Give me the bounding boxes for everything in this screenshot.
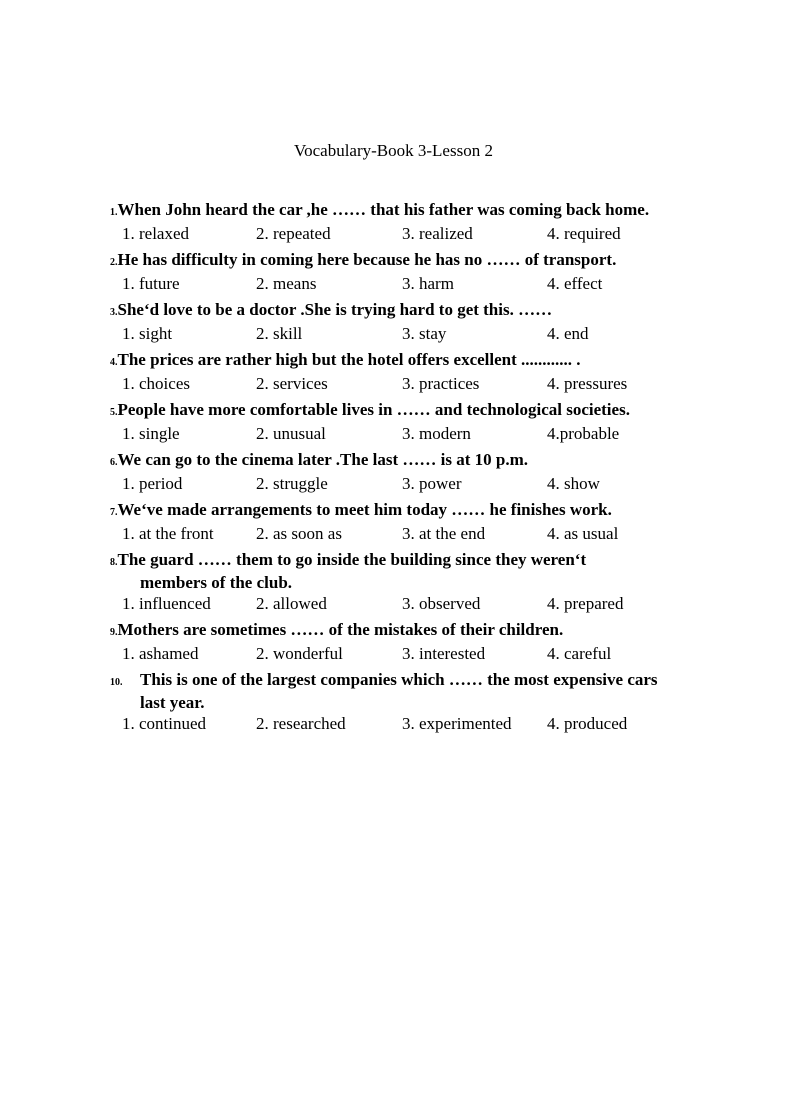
question-text: This is one of the largest companies which …… the most expensive cars <box>140 670 658 689</box>
option-3: 3. realized <box>402 224 473 243</box>
option-3: 3. at the end <box>402 524 486 543</box>
question-6 <box>110 450 730 494</box>
question-text: We‘ve made arrangements to meet him today …… he finishes work. <box>117 500 612 519</box>
option-4: 4. careful <box>547 644 612 663</box>
option-3: 3. power <box>402 474 462 493</box>
option-1: 1. influenced <box>122 594 211 613</box>
question-number: 2. <box>110 257 118 268</box>
question-number: 10. <box>110 677 123 688</box>
option-3: 3. experimented <box>402 714 512 733</box>
question-text: The guard …… them to go inside the building since they weren‘t <box>117 550 587 569</box>
answer-options <box>110 223 730 244</box>
answer-options <box>110 423 730 444</box>
question-text: People have more comfortable lives in …… and technological societies. <box>117 400 630 419</box>
answer-options <box>110 473 730 494</box>
answer-options <box>110 523 730 544</box>
option-1: 1. future <box>122 274 180 293</box>
question-text: Mothers are sometimes …… of the mistakes of their children. <box>117 620 564 639</box>
option-1: 1. at the front <box>122 524 214 543</box>
option-2: 2. as soon as <box>256 524 342 543</box>
answer-options <box>110 323 730 344</box>
option-4: 4. pressures <box>547 374 628 393</box>
question-number: 6. <box>110 457 118 468</box>
question-stem <box>110 620 730 643</box>
answer-options <box>110 373 730 394</box>
question-10 <box>110 670 730 734</box>
option-3: 3. interested <box>402 644 486 663</box>
option-2: 2. struggle <box>256 474 328 493</box>
answer-options <box>110 273 730 294</box>
question-text: The prices are rather high but the hotel offers excellent ............ . <box>117 350 581 369</box>
option-1: 1. period <box>122 474 183 493</box>
option-1: 1. sight <box>122 324 173 343</box>
question-text: We can go to the cinema later .The last …… is at 10 p.m. <box>117 450 528 469</box>
option-2: 2. skill <box>256 324 303 343</box>
option-4: 4. produced <box>547 714 628 733</box>
question-stem <box>110 500 730 523</box>
option-2: 2. unusual <box>256 424 326 443</box>
question-5 <box>110 400 730 444</box>
option-2: 2. wonderful <box>256 644 343 663</box>
option-1: 1. choices <box>122 374 190 393</box>
option-4: 4. end <box>547 324 589 343</box>
question-stem <box>110 250 730 273</box>
option-2: 2. services <box>256 374 328 393</box>
question-text: He has difficulty in coming here because he has no …… of transport. <box>117 250 617 269</box>
question-stem <box>110 200 730 223</box>
question-stem <box>110 350 730 373</box>
question-2 <box>110 250 730 294</box>
answer-options <box>110 593 730 614</box>
question-number: 5. <box>110 407 118 418</box>
question-stem <box>110 400 730 423</box>
question-4 <box>110 350 730 394</box>
question-number: 4. <box>110 357 118 368</box>
option-1: 1. relaxed <box>122 224 190 243</box>
question-7 <box>110 500 730 544</box>
option-1: 1. ashamed <box>122 644 199 663</box>
question-number: 7. <box>110 507 118 518</box>
page-title: Vocabulary-Book 3-Lesson 2 <box>294 141 493 160</box>
question-number: 8. <box>110 557 118 568</box>
option-4: 4. show <box>547 474 600 493</box>
option-3: 3. observed <box>402 594 481 613</box>
option-2: 2. researched <box>256 714 346 733</box>
question-text-continued: members of the club. <box>140 573 293 592</box>
option-1: 1. single <box>122 424 180 443</box>
question-1 <box>110 200 730 244</box>
question-list <box>110 200 730 740</box>
question-stem <box>110 450 730 473</box>
question-8 <box>110 550 730 614</box>
option-2: 2. allowed <box>256 594 327 613</box>
question-text: She‘d love to be a doctor .She is trying hard to get this. …… <box>117 300 553 319</box>
option-3: 3. harm <box>402 274 454 293</box>
option-4: 4. prepared <box>547 594 624 613</box>
option-3: 3. stay <box>402 324 447 343</box>
option-2: 2. repeated <box>256 224 331 243</box>
option-4: 4. as usual <box>547 524 619 543</box>
option-2: 2. means <box>256 274 317 293</box>
answer-options <box>110 643 730 664</box>
question-number: 9. <box>110 627 118 638</box>
option-1: 1. continued <box>122 714 207 733</box>
option-4: 4. effect <box>547 274 603 293</box>
option-3: 3. practices <box>402 374 480 393</box>
option-4: 4.probable <box>547 424 620 443</box>
question-3 <box>110 300 730 344</box>
answer-options <box>110 713 730 734</box>
option-4: 4. required <box>547 224 621 243</box>
option-3: 3. modern <box>402 424 471 443</box>
question-9 <box>110 620 730 664</box>
question-stem <box>110 300 730 323</box>
question-text-continued: last year. <box>140 693 205 712</box>
question-number: 1. <box>110 207 118 218</box>
question-text: When John heard the car ,he …… that his father was coming back home. <box>117 200 650 219</box>
question-stem <box>110 670 730 693</box>
question-number: 3. <box>110 307 118 318</box>
question-stem <box>110 550 730 573</box>
